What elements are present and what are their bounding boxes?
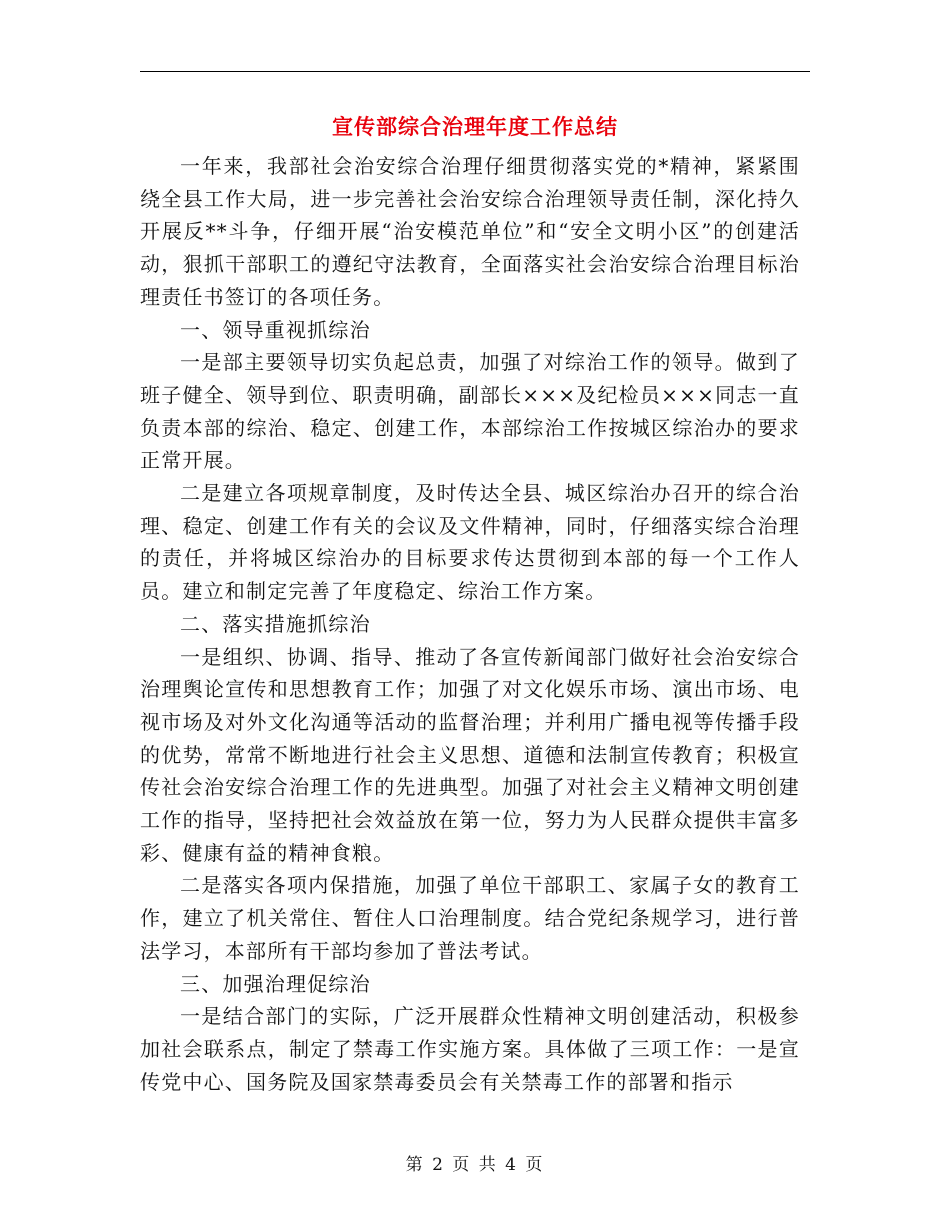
page-number-footer: 第 2 页 共 4 页 [405, 1155, 545, 1175]
section-2-paragraph-1: 一是组织、协调、指导、推动了各宣传新闻部门做好社会治安综合治理舆论宣传和思想教育工作；加强了对文化娱乐市场、演出市场、电视市场及对外文化沟通等活动的监督治理；并利用广播电视等传播手段的优势，常常不断地进行社会主义思想、道德和法制宣传教育；积极宣传社会治安综合治理工作的先进典型。加强了对社会主义精神文明创建工作的指导，坚持把社会效益放在第一位，努力为人民群众提供丰富多彩、健康有益的精神食粮。 [140, 644, 800, 865]
section-1-paragraph-2: 二是建立各项规章制度，及时传达全县、城区综治办召开的综合治理、稳定、创建工作有关的会议及文件精神，同时，仔细落实综合治理的责任，并将城区综治办的目标要求传达贯彻到本部的每一个工作人员。建立和制定完善了年度稳定、综治工作方案。 [140, 481, 800, 604]
document-title: 宣传部综合治理年度工作总结 [332, 115, 618, 139]
document-body [140, 150, 800, 1098]
intro-paragraph: 一年来，我部社会治安综合治理仔细贯彻落实党的*精神，紧紧围绕全县工作大局，进一步完善社会治安综合治理领导责任制，深化持久开展反**斗争，仔细开展“治安模范单位”和“安全文明小区”的创建活动，狠抓干部职工的遵纪守法教育，全面落实社会治安综合治理目标治理责任书签订的各项任务。 [140, 154, 800, 309]
section-2-paragraph-2: 二是落实各项内保措施，加强了单位干部职工、家属子女的教育工作，建立了机关常住、暂住人口治理制度。结合党纪条规学习，进行普法学习，本部所有干部均参加了普法考试。 [140, 873, 800, 963]
section-heading-3: 三、加强治理促综治 [180, 971, 371, 996]
section-1-paragraph-1: 一是部主要领导切实负起总责，加强了对综治工作的领导。做到了班子健全、领导到位、职责明确，副部长×××及纪检员×××同志一直负责本部的综治、稳定、创建工作，本部综治工作按城区综治办的要求正常开展。 [140, 350, 800, 473]
header-rule [140, 71, 810, 72]
section-heading-2: 二、落实措施抓综治 [180, 611, 371, 636]
section-heading-1: 一、领导重视抓综治 [180, 317, 371, 342]
section-3-paragraph-1: 一是结合部门的实际，广泛开展群众性精神文明创建活动，积极参加社会联系点，制定了禁毒工作实施方案。具体做了三项工作：一是宣传党中心、国务院及国家禁毒委员会有关禁毒工作的部署和指示 [140, 1004, 800, 1094]
